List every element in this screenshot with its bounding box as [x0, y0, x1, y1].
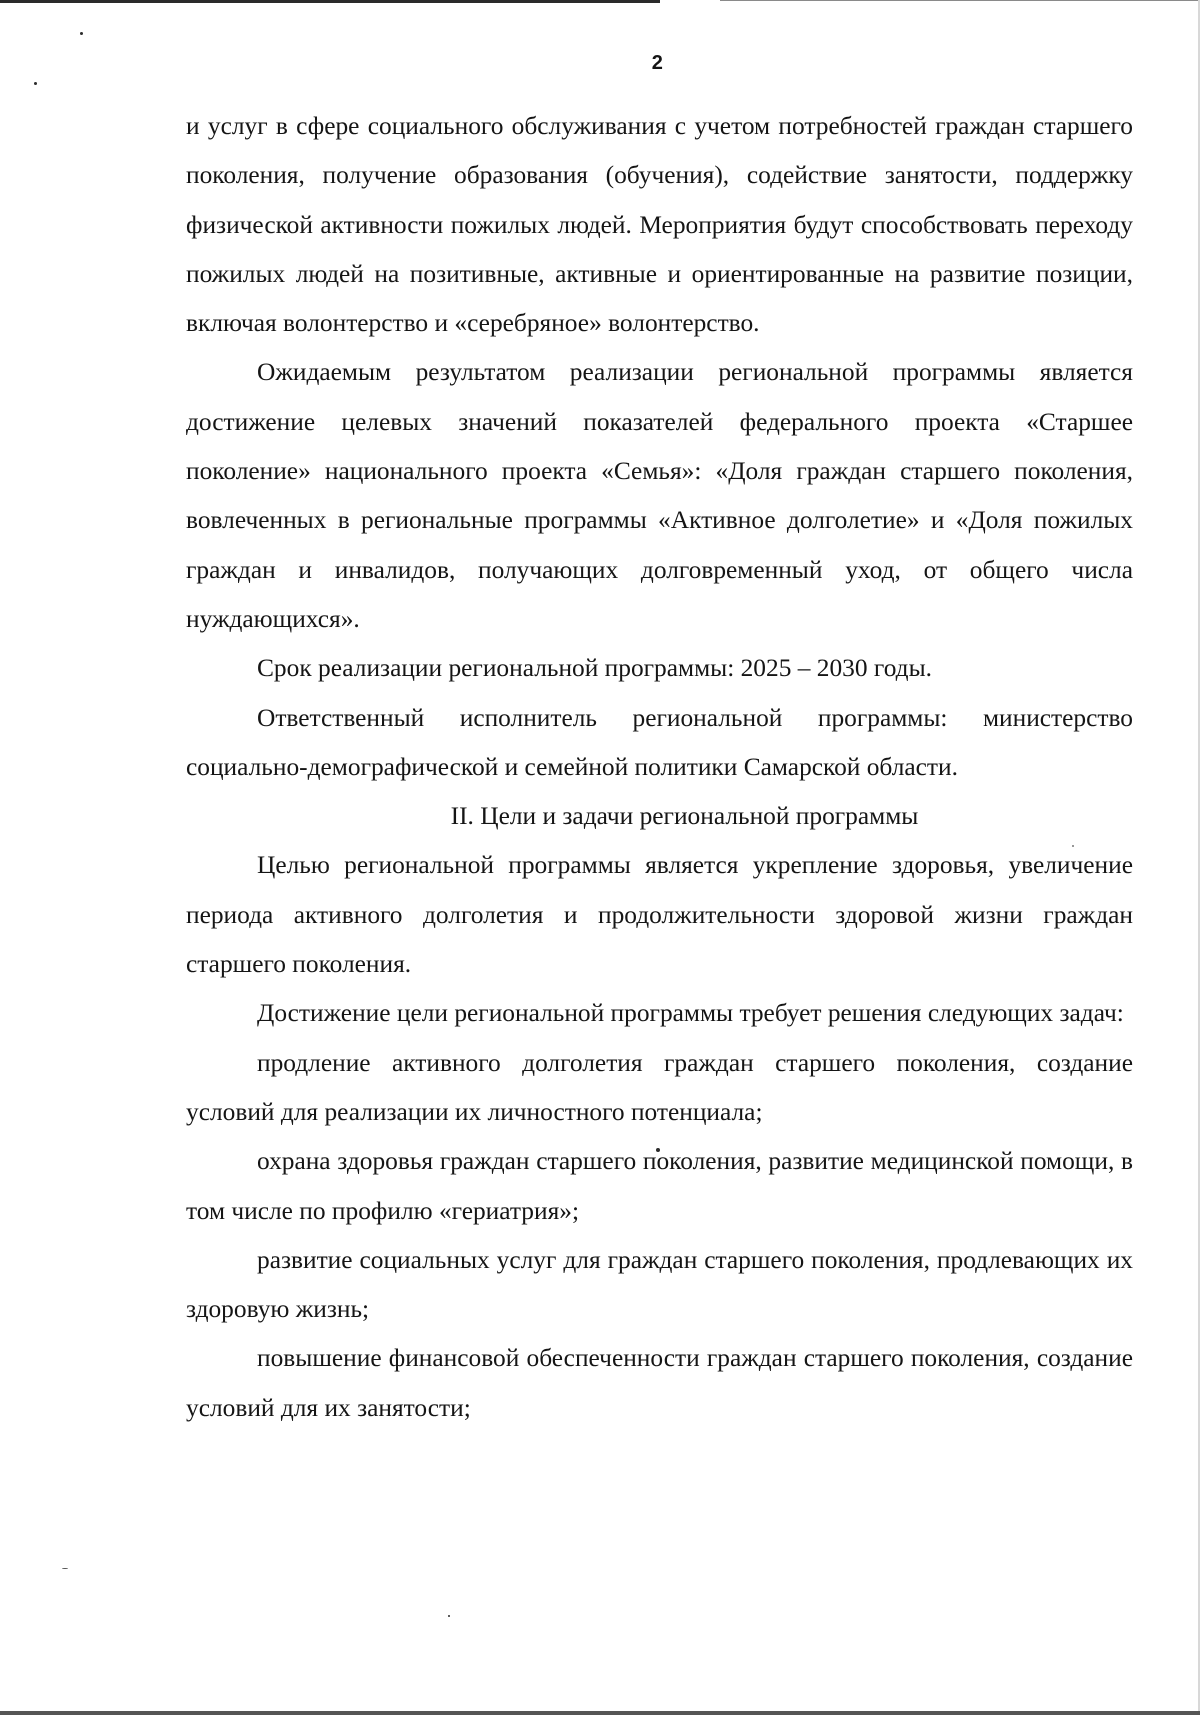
paragraph-program-period: Срок реализации региональной программы: 2025 – 2030 годы. [257, 654, 932, 683]
scan-speck [448, 1615, 450, 1617]
paragraph-tasks-intro: Достижение цели региональной программы требует решения следующих задач: [257, 999, 1124, 1028]
scan-edge-top-right [720, 0, 1200, 1]
task-item: охрана здоровья граждан старшего поколения, развитие медицинской помощи, в том числе по профилю «гериатрия»; [186, 1147, 1133, 1225]
paragraph-services: и услуг в сфере социального обслуживания с учетом потребностей граждан старшего поколения, получение образования (обучения), содействие занятости, поддержку физической активности пожилых людей. Мероприятия будут способствовать переходу пожилых людей на позитивные, активные и ориентированные на развитие позиции, включая волонтерство и «серебряное» волонтерство. [186, 112, 1133, 338]
scan-edge-bottom [0, 1711, 1200, 1715]
paragraph-responsible-executor: Ответственный исполнитель региональной программы: министерство социально-демографической и семейной политики Самарской области. [186, 703, 1133, 781]
page-number: 2 [651, 52, 664, 74]
scan-speck [80, 32, 83, 35]
scan-speck [62, 1568, 68, 1569]
scan-speck [34, 82, 37, 85]
paragraph-goal: Целью региональной программы является укрепление здоровья, увеличение периода активного долголетия и продолжительности здоровой жизни граждан старшего поколения. [186, 851, 1133, 979]
document-body [186, 102, 1133, 1433]
section-heading: II. Цели и задачи региональной программы [450, 802, 919, 831]
scan-edge-top [0, 0, 660, 3]
task-item: развитие социальных услуг для граждан старшего поколения, продлевающих их здоровую жизнь; [186, 1245, 1133, 1324]
task-item: продление активного долголетия граждан старшего поколения, создание условий для реализации их личностного потенциала; [186, 1048, 1133, 1126]
task-item: повышение финансовой обеспеченности граждан старшего поколения, создание условий для их занятости; [186, 1344, 1133, 1422]
paragraph-expected-result: Ожидаемым результатом реализации региональной программы является достижение целевых значений показателей федерального проекта «Старшее поколение» национального проекта «Семья»: «Доля граждан старшего поколения, вовлеченных в региональные программы «Активное долголетие» и «Доля пожилых граждан и инвалидов, получающих долговременный уход, от общего числа нуждающихся». [186, 358, 1133, 633]
